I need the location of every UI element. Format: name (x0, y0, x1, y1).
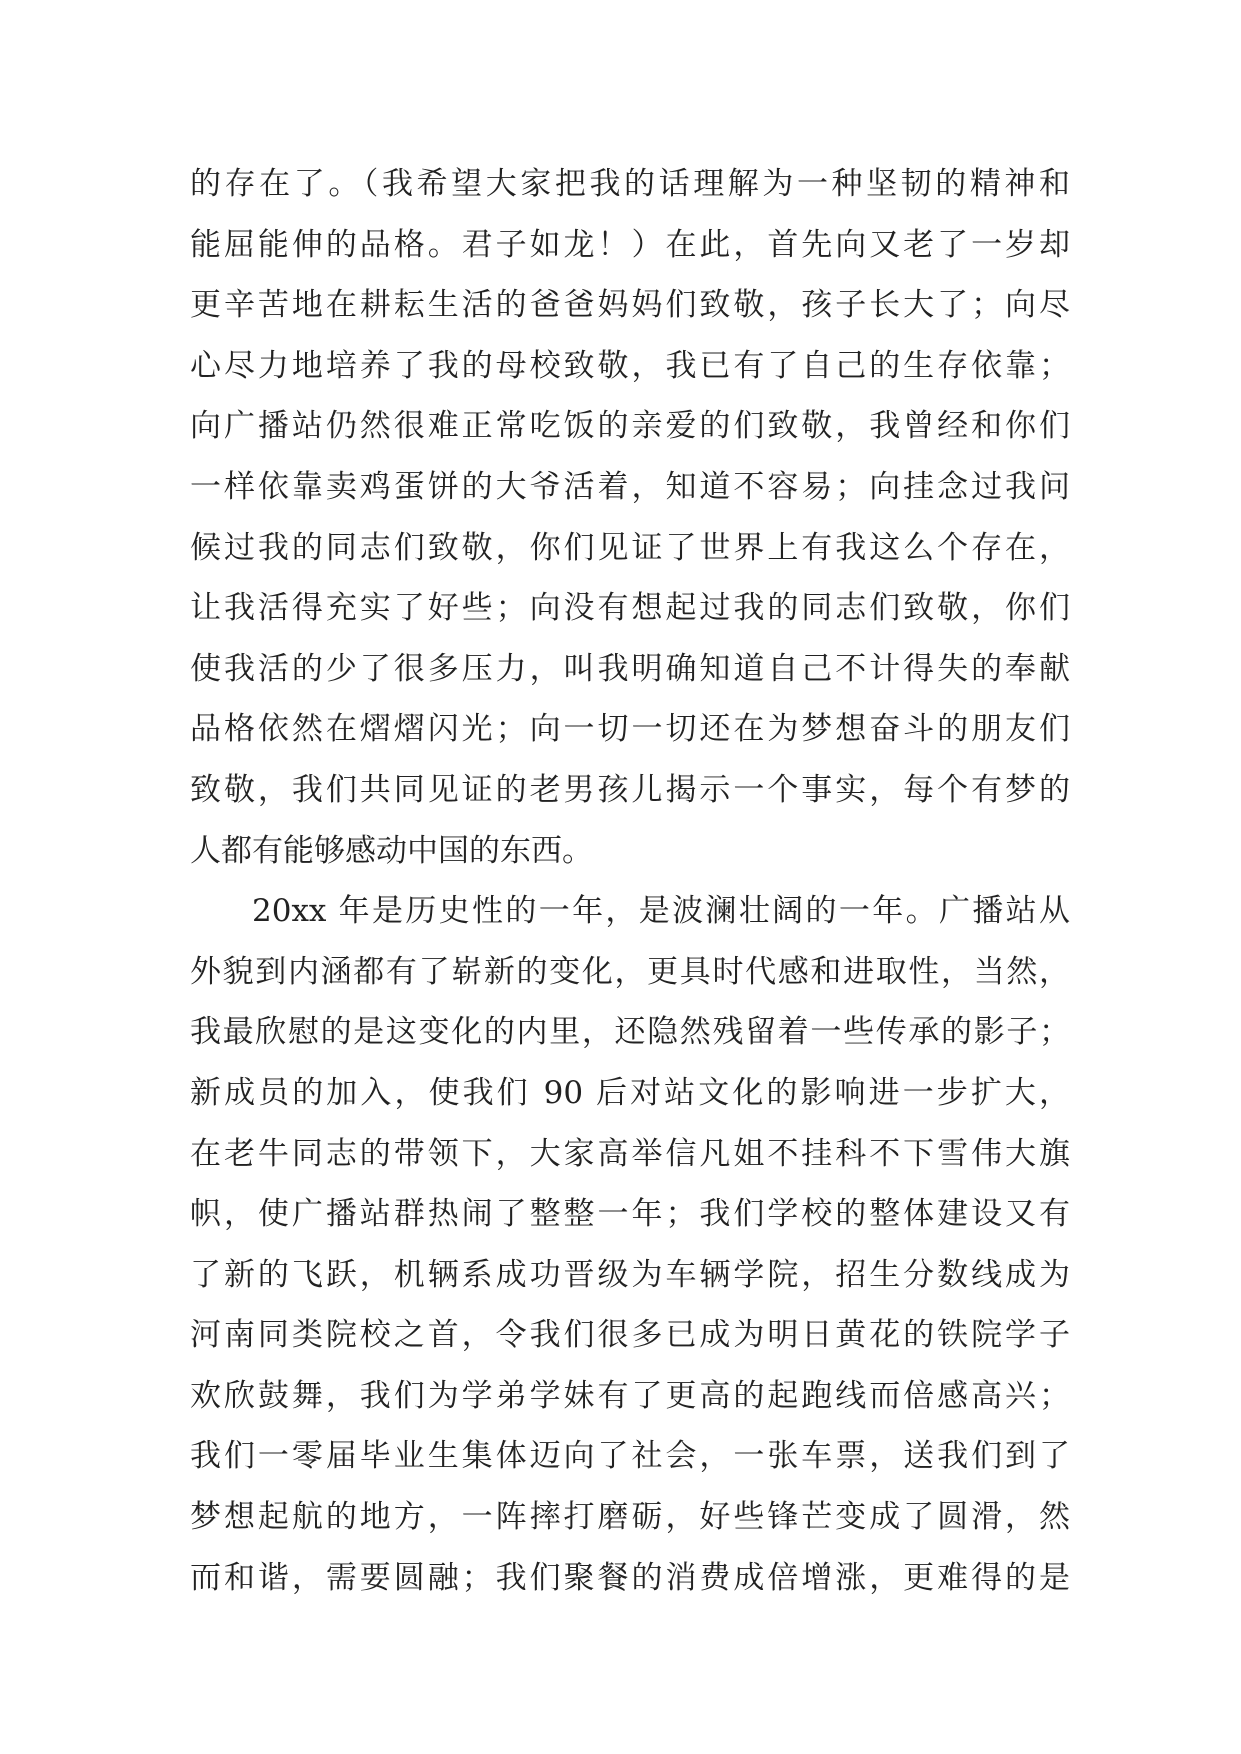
paragraph-1-line: 候过我的同志们致敬，你们见证了世界上有我这么个存在， (190, 529, 1070, 566)
paragraph-2-line: 在老牛同志的带领下，大家高举信凡姐不挂科不下雪伟大旗 (190, 1135, 1070, 1172)
paragraph-1-line: 致敬，我们共同见证的老男孩儿揭示一个事实，每个有梦的 (190, 771, 1070, 808)
paragraph-2-line: 20xx 年是历史性的一年，是波澜壮阔的一年。广播站从 (252, 893, 1070, 930)
paragraph-2-line: 外貌到内涵都有了崭新的变化，更具时代感和进取性，当然， (190, 953, 1070, 990)
paragraph-2-line: 了新的飞跃，机辆系成功晋级为车辆学院，招生分数线成为 (190, 1256, 1070, 1293)
paragraph-1-line: 更辛苦地在耕耘生活的爸爸妈妈们致敬，孩子长大了；向尽 (190, 287, 1070, 324)
paragraph-2-line: 梦想起航的地方，一阵摔打磨砺，好些锋芒变成了圆滑，然 (190, 1499, 1070, 1536)
paragraph-1-line: 向广播站仍然很难正常吃饭的亲爱的们致敬，我曾经和你们 (190, 408, 1070, 445)
paragraph-1-line: 品格依然在熠熠闪光；向一切一切还在为梦想奋斗的朋友们 (190, 711, 1070, 748)
paragraph-1-line: 能屈能伸的品格。君子如龙！）在此，首先向又老了一岁却 (190, 226, 1070, 263)
paragraph-1-line: 的存在了。（我希望大家把我的话理解为一种坚韧的精神和 (190, 166, 1070, 202)
paragraph-2-line: 欢欣鼓舞，我们为学弟学妹有了更高的起跑线而倍感高兴； (190, 1377, 1070, 1414)
paragraph-1-line: 心尽力地培养了我的母校致敬，我已有了自己的生存依靠； (190, 347, 1070, 384)
paragraph-1-line: 一样依靠卖鸡蛋饼的大爷活着，知道不容易；向挂念过我问 (190, 468, 1070, 505)
paragraph-2-line: 我们一零届毕业生集体迈向了社会，一张车票，送我们到了 (190, 1438, 1070, 1475)
paragraph-1-line: 让我活得充实了好些；向没有想起过我的同志们致敬，你们 (190, 590, 1070, 627)
paragraph-2-line: 帜，使广播站群热闹了整整一年；我们学校的整体建设又有 (190, 1196, 1070, 1233)
paragraph-1-line: 使我活的少了很多压力，叫我明确知道自己不计得失的奉献 (190, 650, 1070, 687)
paragraph-2-line: 河南同类院校之首，令我们很多已成为明日黄花的铁院学子 (190, 1317, 1070, 1354)
paragraph-2-line: 而和谐，需要圆融；我们聚餐的消费成倍增涨，更难得的是 (190, 1559, 1070, 1596)
paragraph-1-line: 人都有能够感动中国的东西。 (190, 832, 593, 869)
document-body (190, 154, 1070, 1608)
paragraph-2-line: 我最欣慰的是这变化的内里，还隐然残留着一些传承的影子； (190, 1014, 1070, 1051)
paragraph-2-line: 新成员的加入，使我们 90 后对站文化的影响进一步扩大， (190, 1074, 1070, 1111)
